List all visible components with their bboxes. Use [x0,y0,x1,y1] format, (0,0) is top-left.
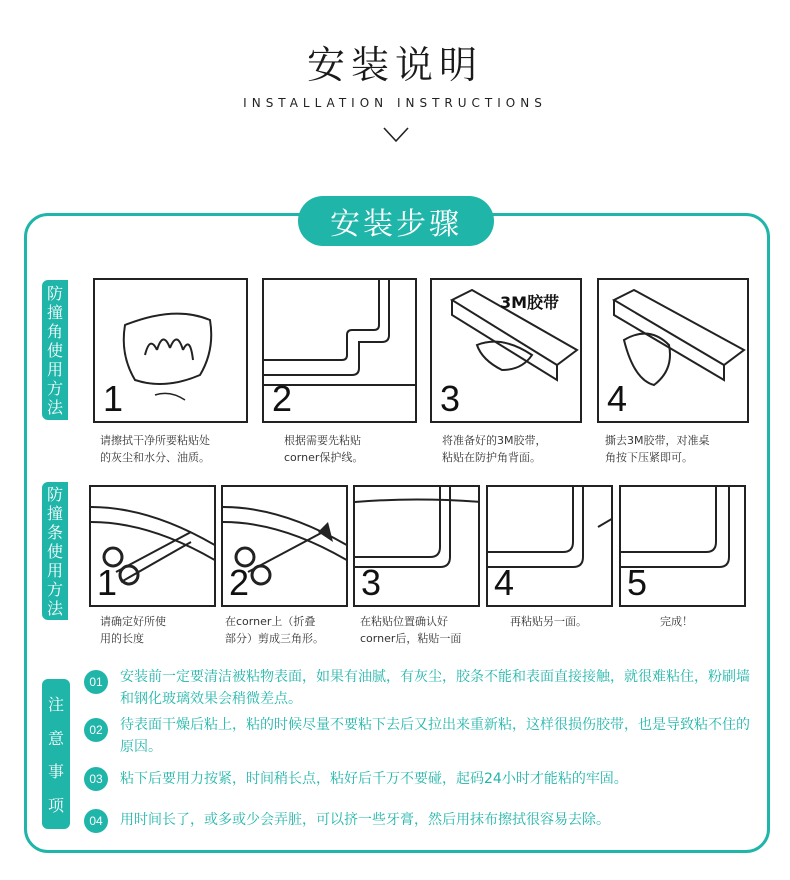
note-text: 安装前一定要清洁被粘物表面，如果有油腻，有灰尘，胶条不能和表面直接接触，就很难粘住，粉刷墙和钢化玻璃效果会稍微差点。 [120,669,750,707]
corner-step-4-caption: 撕去3M胶带，对准桌 角按下压紧即可。 [605,434,710,464]
tab-char: 使 [46,541,63,561]
tab-char: 防 [46,484,63,504]
tab-char: 防 [46,283,63,303]
corner-step-3-caption: 将准备好的3M胶带， 粘贴在防护角背面。 [442,434,547,464]
note-text: 待表面干燥后粘上，粘的时候尽量不要粘下去后又拉出来重新粘，这样很损伤胶带，也是导致粘不住的原因。 [120,717,750,755]
chevron-down-icon [382,126,410,144]
tab-char: 法 [46,397,63,417]
page-title: 安装说明 [306,43,483,87]
tab-char: 使 [46,340,63,360]
step-number: 1 [97,562,118,603]
strip-step-4-image [486,485,613,607]
corner-step-2-caption: 根据需要先粘贴 corner保护线。 [284,434,364,464]
tab-char: 撞 [46,302,63,322]
corner-step-2-image [262,278,417,423]
corner-method-tab [42,280,68,420]
strip-step-3-image [353,485,480,607]
strip-step-1-image [89,485,216,607]
tape-label: 3M胶带 [500,293,560,312]
tab-char: 用 [46,359,63,379]
section-title: 安装步骤 [298,196,494,246]
tab-char: 法 [46,598,63,618]
note-text: 用时间长了，或多或少会弄脏，可以挤一些牙膏，然后用抹布擦拭很容易去除。 [120,812,610,828]
tab-char: 意 [47,728,64,748]
tab-char: 方 [46,579,63,599]
note-number: 01 [84,670,108,694]
tab-char: 事 [47,762,64,782]
strip-step-4-caption: 再粘贴另一面。 [510,615,587,628]
strip-step-5-image [619,485,746,607]
corner-step-3-image [430,278,582,423]
tab-char: 条 [46,522,63,542]
tab-char: 注 [47,695,64,715]
corner-step-1-image [93,278,248,423]
tab-char: 撞 [46,503,63,523]
note-text: 粘下后要用力按紧，时间稍长点，粘好后千万不要碰，起码24小时才能粘的牢固。 [120,771,628,787]
note-number: 03 [84,767,108,791]
page-subtitle: INSTALLATION INSTRUCTIONS [243,96,547,110]
strip-step-5-caption: 完成！ [660,615,693,628]
strip-step-3-caption: 在粘贴位置确认好 corner后，粘贴一面 [360,615,462,645]
tab-char: 方 [46,378,63,398]
strip-step-2-image [221,485,348,607]
note-number: 02 [84,718,108,742]
step-number: 2 [229,562,250,603]
step-number: 1 [103,378,124,419]
step-number: 4 [607,378,628,419]
corner-step-1-caption: 请擦拭干净所要粘贴处 的灰尘和水分、油质。 [100,434,210,464]
step-number: 3 [361,562,382,603]
strip-method-tab [42,482,68,620]
tab-char: 角 [46,321,63,341]
tab-char: 用 [46,560,63,580]
step-number: 4 [494,562,515,603]
strip-step-2-caption: 在corner上（折叠 部分）剪成三角形。 [225,615,324,645]
step-number: 5 [627,562,648,603]
tab-char: 项 [47,795,64,815]
note-number: 04 [84,809,108,833]
corner-step-4-image [597,278,749,423]
step-number: 2 [272,378,293,419]
strip-step-1-caption: 请确定好所使 用的长度 [100,615,166,645]
notes-tab [42,679,70,829]
step-number: 3 [440,378,461,419]
